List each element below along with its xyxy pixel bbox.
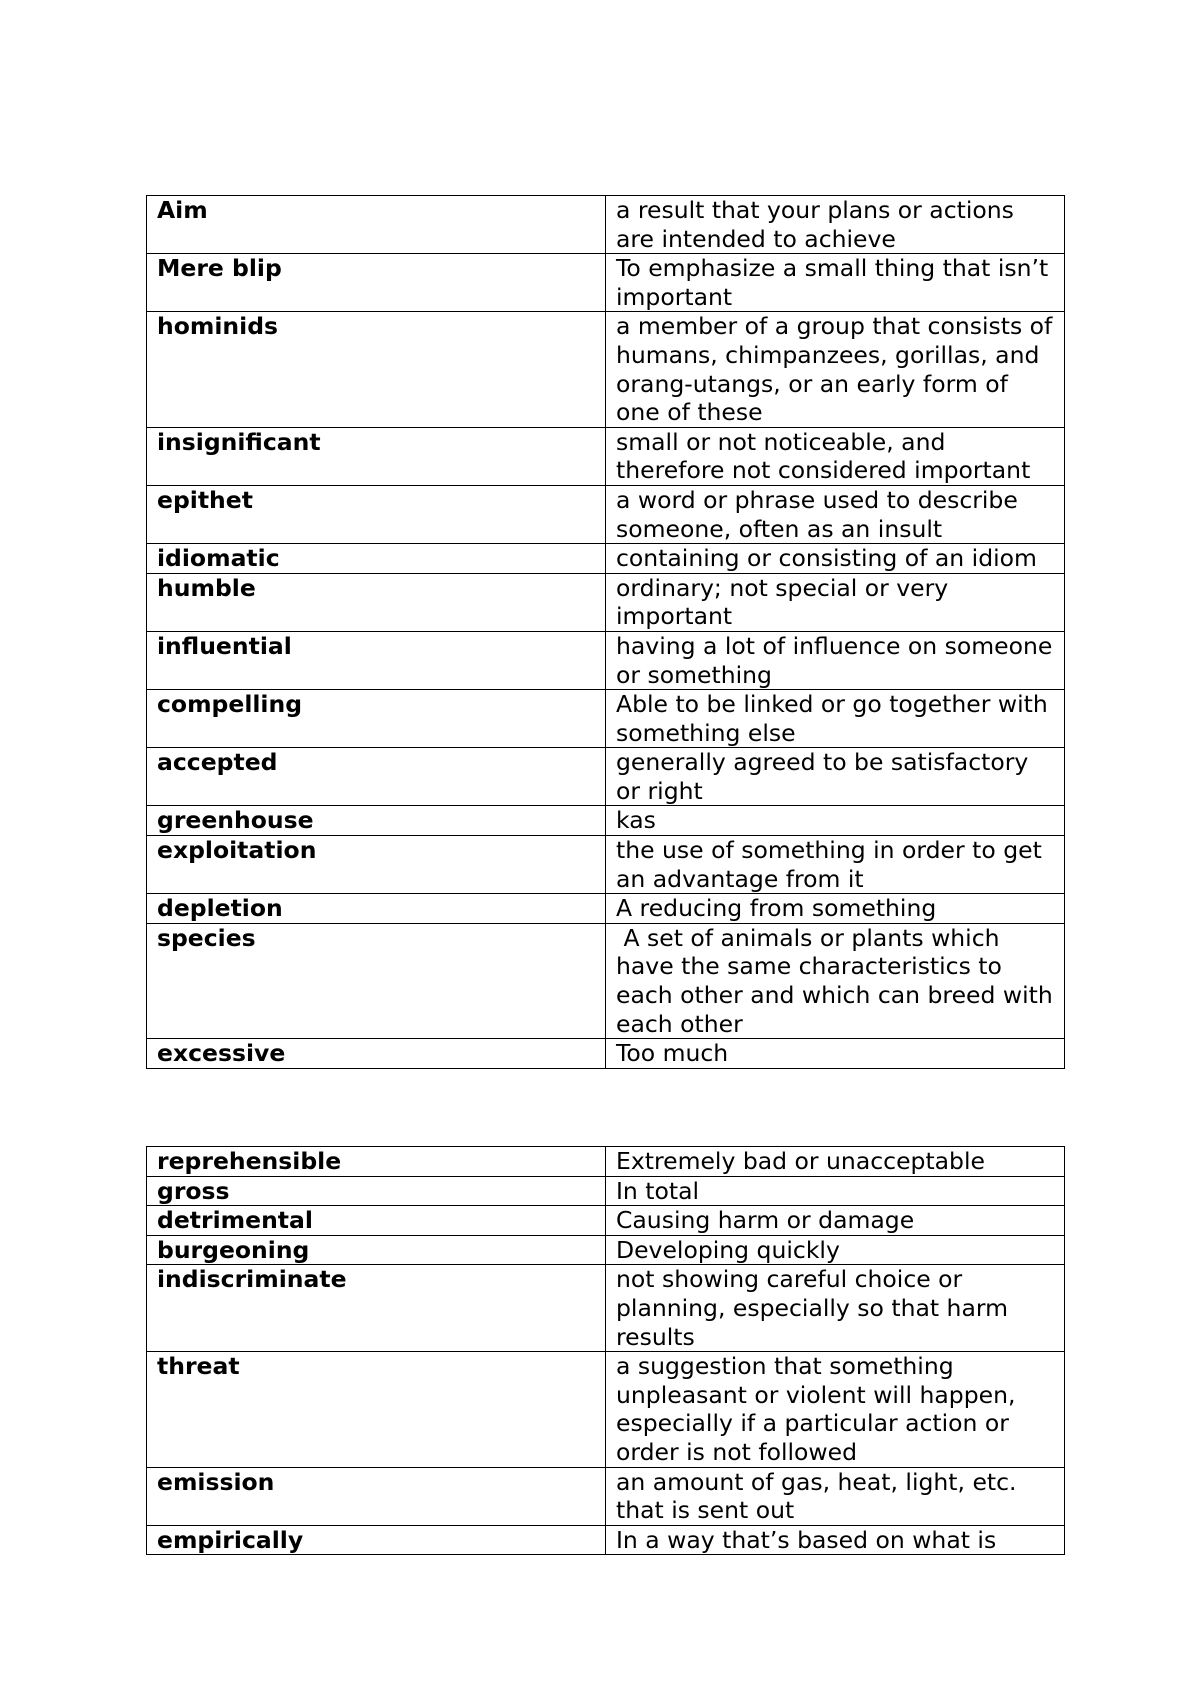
term-cell: threat xyxy=(147,1352,606,1467)
table-row xyxy=(147,1235,1065,1265)
definition-cell: A reducing from something xyxy=(606,894,1065,924)
table-row xyxy=(147,1467,1065,1525)
table-row xyxy=(147,573,1065,631)
table-row xyxy=(147,312,1065,427)
definition-cell: an amount of gas, heat, light, etc. that is sent out xyxy=(606,1467,1065,1525)
term-cell: hominids xyxy=(147,312,606,427)
table-row xyxy=(147,1039,1065,1069)
table-row xyxy=(147,1525,1065,1555)
definition-cell: small or not noticeable, and therefore not considered important xyxy=(606,427,1065,485)
definition-cell: In a way that’s based on what is xyxy=(606,1525,1065,1555)
definition-cell: Too much xyxy=(606,1039,1065,1069)
definition-cell: Causing harm or damage xyxy=(606,1206,1065,1236)
definition-cell: the use of something in order to get an advantage from it xyxy=(606,836,1065,894)
definition-cell: a word or phrase used to describe someone, often as an insult xyxy=(606,485,1065,543)
term-cell: accepted xyxy=(147,748,606,806)
definition-cell: In total xyxy=(606,1176,1065,1206)
definition-cell: a suggestion that something unpleasant or violent will happen, especially if a particular action or order is not followed xyxy=(606,1352,1065,1467)
table-row xyxy=(147,806,1065,836)
table-row xyxy=(147,1265,1065,1352)
term-cell: exploitation xyxy=(147,836,606,894)
term-cell: epithet xyxy=(147,485,606,543)
definition-cell: A set of animals or plants which have the same characteristics to each other and which can breed with each other xyxy=(606,923,1065,1038)
term-cell: idiomatic xyxy=(147,544,606,574)
table-row xyxy=(147,690,1065,748)
term-cell: indiscriminate xyxy=(147,1265,606,1352)
table-row xyxy=(147,836,1065,894)
definition-cell: ordinary; not special or very important xyxy=(606,573,1065,631)
term-cell: empirically xyxy=(147,1525,606,1555)
definition-cell: having a lot of influence on someone or something xyxy=(606,631,1065,689)
table-row xyxy=(147,544,1065,574)
table-row xyxy=(147,1176,1065,1206)
term-cell: compelling xyxy=(147,690,606,748)
term-cell: emission xyxy=(147,1467,606,1525)
table-row xyxy=(147,1147,1065,1177)
term-cell: reprehensible xyxy=(147,1147,606,1177)
definition-cell: a result that your plans or actions are intended to achieve xyxy=(606,196,1065,254)
definition-cell: Able to be linked or go together with something else xyxy=(606,690,1065,748)
definition-cell: containing or consisting of an idiom xyxy=(606,544,1065,574)
table-row xyxy=(147,196,1065,254)
table-row xyxy=(147,427,1065,485)
term-cell: influential xyxy=(147,631,606,689)
definition-cell: To emphasize a small thing that isn’t important xyxy=(606,254,1065,312)
term-cell: depletion xyxy=(147,894,606,924)
term-cell: excessive xyxy=(147,1039,606,1069)
term-cell: humble xyxy=(147,573,606,631)
vocabulary-table-1 xyxy=(146,195,1065,1069)
definition-cell: not showing careful choice or planning, especially so that harm results xyxy=(606,1265,1065,1352)
vocabulary-table-2 xyxy=(146,1146,1065,1555)
term-cell: Aim xyxy=(147,196,606,254)
term-cell: greenhouse xyxy=(147,806,606,836)
table-row xyxy=(147,485,1065,543)
definition-cell: Extremely bad or unacceptable xyxy=(606,1147,1065,1177)
term-cell: Mere blip xyxy=(147,254,606,312)
term-cell: insignificant xyxy=(147,427,606,485)
definition-cell: kas xyxy=(606,806,1065,836)
table-row xyxy=(147,894,1065,924)
table-row xyxy=(147,631,1065,689)
table-row xyxy=(147,923,1065,1038)
term-cell: detrimental xyxy=(147,1206,606,1236)
term-cell: burgeoning xyxy=(147,1235,606,1265)
definition-cell: Developing quickly xyxy=(606,1235,1065,1265)
table-row xyxy=(147,1206,1065,1236)
table-row xyxy=(147,748,1065,806)
term-cell: gross xyxy=(147,1176,606,1206)
table-row xyxy=(147,1352,1065,1467)
term-cell: species xyxy=(147,923,606,1038)
table-row xyxy=(147,254,1065,312)
definition-cell: a member of a group that consists of humans, chimpanzees, gorillas, and orang-utangs, or an early form of one of these xyxy=(606,312,1065,427)
definition-cell: generally agreed to be satisfactory or right xyxy=(606,748,1065,806)
